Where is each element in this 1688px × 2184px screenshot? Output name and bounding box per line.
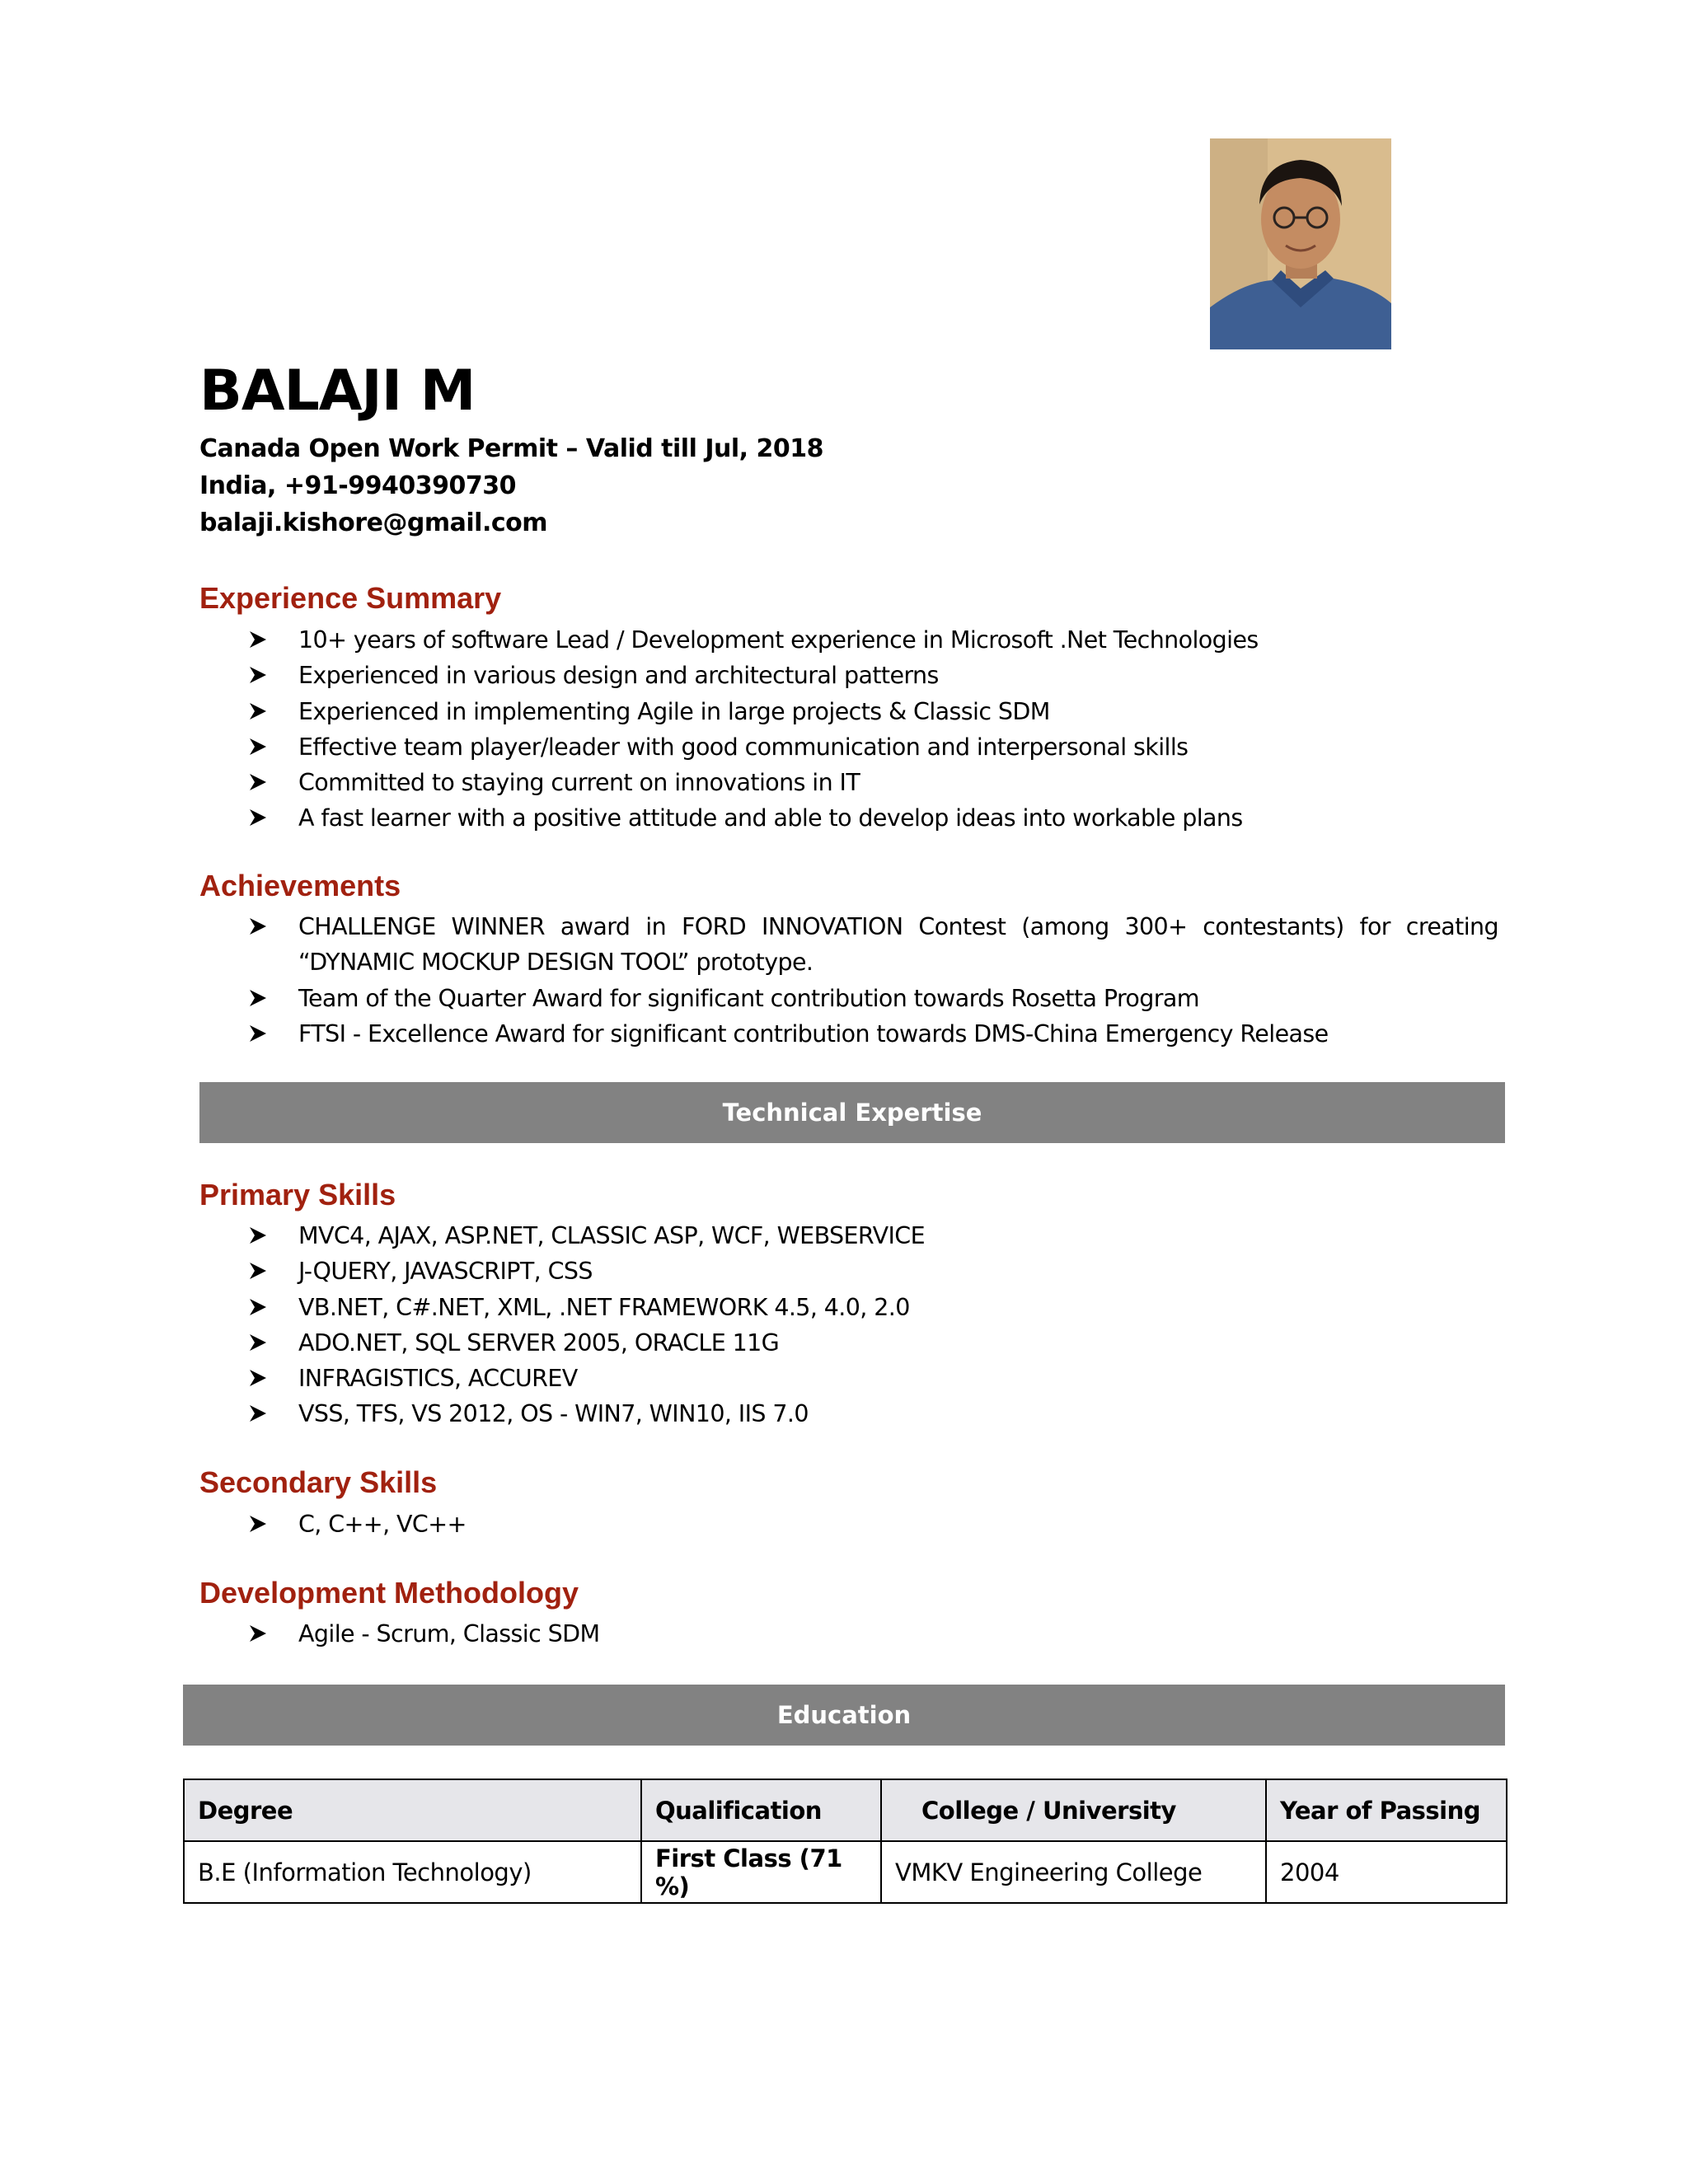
list-item [199,1361,1498,1396]
arrowhead-bullet-icon [249,1262,267,1280]
list-item [199,909,1498,981]
secondary-skills-heading: Secondary Skills [199,1465,438,1499]
arrowhead-bullet-icon [249,917,267,935]
list-item-text: A fast learner with a positive attitude and able to develop ideas into workable plans [298,804,1243,832]
list-item [199,1507,1498,1542]
table-cell: 2004 [1266,1841,1507,1903]
development-methodology-heading: Development Methodology [199,1576,579,1610]
arrowhead-bullet-icon [249,702,267,720]
arrowhead-bullet-icon [249,808,267,827]
column-header-degree: Degree [184,1779,641,1841]
list-item-text: Experienced in various design and architectural patterns [298,662,939,690]
list-item-text: J-QUERY, JAVASCRIPT, CSS [298,1258,593,1286]
list-item-text: FTSI - Excellence Award for significant contribution towards DMS-China Emergency Release [298,1019,1329,1047]
column-header-college: College / University [881,1779,1266,1841]
list-item [199,1016,1498,1052]
list-item [199,1218,1498,1254]
list-item [199,765,1498,800]
list-item [199,658,1498,693]
list-item-text: Team of the Quarter Award for significant contribution towards Rosetta Program [298,984,1199,1012]
list-item [199,1616,1498,1652]
arrowhead-bullet-icon [249,1404,267,1422]
table-cell: VMKV Engineering College [881,1841,1266,1903]
candidate-name: BALAJI M [199,359,476,424]
arrowhead-bullet-icon [249,666,267,684]
list-item [199,800,1498,836]
list-item [199,694,1498,729]
list-item [199,1254,1498,1289]
table-cell: First Class (71 %) [641,1841,881,1903]
list-item-text: INFRAGISTICS, ACCUREV [298,1365,578,1393]
list-item-text: ADO.NET, SQL SERVER 2005, ORACLE 11G [298,1329,780,1357]
location-phone: India, +91-9940390730 [199,471,516,500]
arrowhead-bullet-icon [249,1515,267,1533]
arrowhead-bullet-icon [249,1226,267,1244]
experience-summary-heading: Experience Summary [199,581,502,615]
table-row [184,1841,1507,1903]
work-permit: Canada Open Work Permit – Valid till Jul, 2018 [199,434,823,463]
list-item-text: MVC4, AJAX, ASP.NET, CLASSIC ASP, WCF, WEBSERVICE [298,1222,925,1249]
arrowhead-bullet-icon [249,1333,267,1352]
list-item-text: Agile - Scrum, Classic SDM [298,1620,600,1647]
arrowhead-bullet-icon [249,738,267,756]
table-cell: B.E (Information Technology) [184,1841,641,1903]
column-header-year: Year of Passing [1266,1779,1507,1841]
primary-skills-list [199,1218,1498,1432]
achievements-list [199,909,1498,1052]
list-item-text: Committed to staying current on innovations in IT [298,769,860,797]
list-item-text: Effective team player/leader with good communication and interpersonal skills [298,733,1189,761]
arrowhead-bullet-icon [249,989,267,1007]
education-table [183,1779,1507,1904]
list-item [199,622,1498,658]
list-item-text: VSS, TFS, VS 2012, OS - WIN7, WIN10, IIS 7.0 [298,1400,809,1428]
development-methodology-list [199,1616,1498,1652]
table-header-row [184,1779,1507,1841]
list-item-text: C, C++, VC++ [298,1511,467,1538]
technical-expertise-band: Technical Expertise [199,1082,1505,1143]
arrowhead-bullet-icon [249,1369,267,1387]
column-header-qualification: Qualification [641,1779,881,1841]
profile-photo [1210,138,1391,349]
list-item [199,1325,1498,1361]
arrowhead-bullet-icon [249,1024,267,1043]
list-item-text: 10+ years of software Lead / Development experience in Microsoft .Net Technologies [298,626,1259,654]
list-item-text: VB.NET, C#.NET, XML, .NET FRAMEWORK 4.5, 4.0, 2.0 [298,1293,910,1321]
arrowhead-bullet-icon [249,773,267,791]
list-item [199,1396,1498,1432]
achievements-heading: Achievements [199,869,401,902]
secondary-skills-list [199,1507,1498,1542]
list-item [199,729,1498,765]
arrowhead-bullet-icon [249,1624,267,1643]
primary-skills-heading: Primary Skills [199,1178,396,1212]
list-item [199,981,1498,1016]
list-item-text: Experienced in implementing Agile in large projects & Classic SDM [298,697,1050,725]
list-item-text: CHALLENGE WINNER award in FORD INNOVATION Contest (among 300+ contestants) for creating “DYNAMIC MOCKUP DESIGN TOOL” prototype. [298,913,1498,977]
experience-summary-list [199,622,1498,837]
education-band: Education [183,1685,1505,1746]
arrowhead-bullet-icon [249,1298,267,1316]
list-item [199,1290,1498,1325]
email-address: balaji.kishore@gmail.com [199,509,548,537]
arrowhead-bullet-icon [249,630,267,649]
